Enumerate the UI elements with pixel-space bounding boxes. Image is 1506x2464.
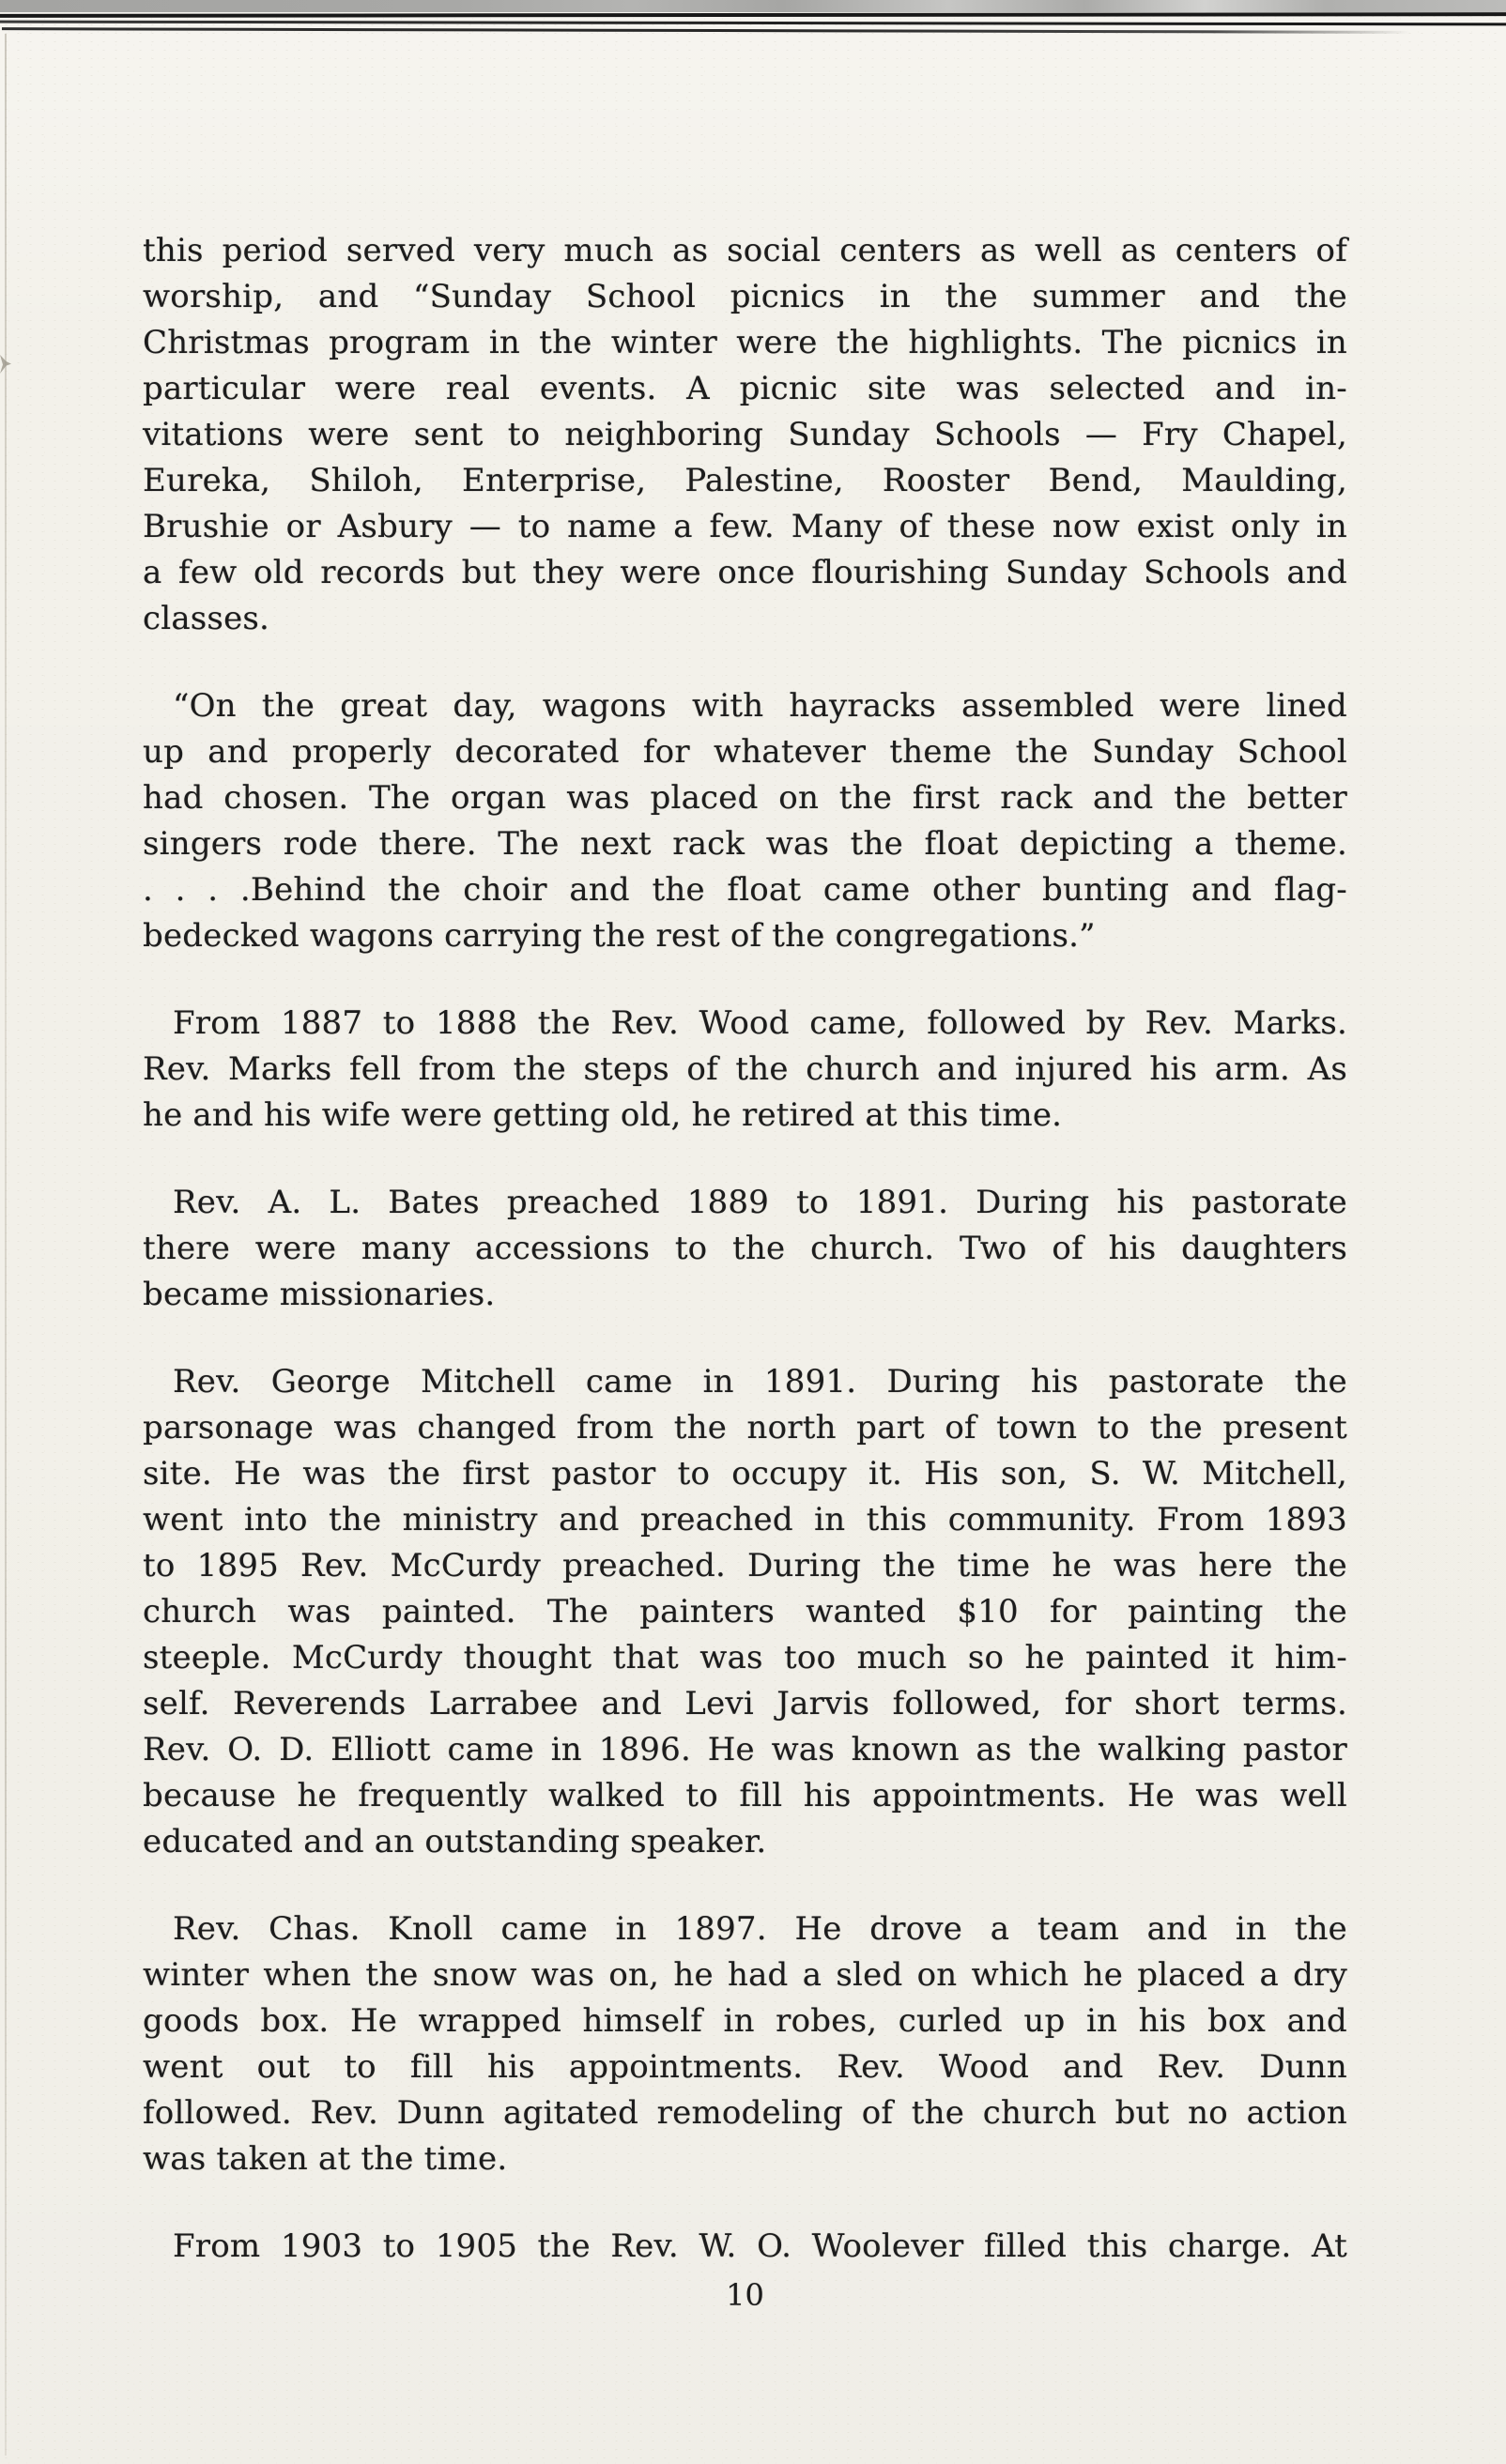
text-line: because he frequently walked to fill his appointments. He was well — [143, 1777, 1347, 1814]
text-line: particular were real events. A picnic site was selected and in- — [143, 370, 1347, 407]
text-line: From 1903 to 1905 the Rev. W. O. Woolever filled this charge. At — [173, 2227, 1347, 2265]
paragraph — [143, 1001, 1347, 1139]
text-line: Rev. O. D. Elliott came in 1896. He was known as the walking pastor — [143, 1731, 1347, 1768]
text-line: Rev. Chas. Knoll came in 1897. He drove a team and in the — [173, 1910, 1347, 1948]
text-line: “On the great day, wagons with hayracks assembled were lined — [173, 687, 1347, 725]
text-line: this period served very much as social centers as well as centers of — [143, 232, 1347, 269]
text-line: . . . .Behind the choir and the float came other bunting and flag- — [143, 871, 1347, 909]
text-line: he and his wife were getting old, he retired at this time. — [143, 1096, 1063, 1134]
page-left-crease — [5, 34, 7, 2456]
text-line: had chosen. The organ was placed on the first rack and the better — [143, 779, 1347, 817]
text-line: went into the ministry and preached in this community. From 1893 — [143, 1501, 1347, 1538]
text-line: a few old records but they were once flourishing Sunday Schools and — [143, 554, 1347, 591]
page-number: 10 — [726, 2277, 764, 2313]
text-line: went out to fill his appointments. Rev. Wood and Rev. Dunn — [143, 2048, 1347, 2086]
text-line: goods box. He wrapped himself in robes, curled up in his box and — [143, 2002, 1347, 2040]
text-line: church was painted. The painters wanted $10 for painting the — [143, 1593, 1347, 1630]
text-line: up and properly decorated for whatever theme the Sunday School — [143, 733, 1347, 771]
text-line: bedecked wagons carrying the rest of the congregations.” — [143, 917, 1096, 955]
text-line: classes. — [143, 600, 270, 637]
text-line: there were many accessions to the church. Two of his daughters — [143, 1230, 1347, 1267]
text-line: Rev. A. L. Bates preached 1889 to 1891. During his pastorate — [173, 1184, 1347, 1221]
paragraph — [143, 1906, 1347, 2182]
text-line: steeple. McCurdy thought that was too much so he painted it him- — [143, 1639, 1347, 1676]
text-line: to 1895 Rev. McCurdy preached. During the time he was here the — [143, 1547, 1347, 1584]
text-line: parsonage was changed from the north part of town to the present — [143, 1409, 1347, 1446]
text-line: became missionaries. — [143, 1276, 496, 1313]
text-line: Christmas program in the winter were the highlights. The picnics in — [143, 324, 1347, 361]
text-block — [143, 228, 1347, 2270]
paragraph — [143, 1180, 1347, 1318]
paragraph — [143, 2224, 1347, 2270]
text-line: followed. Rev. Dunn agitated remodeling of the church but no action — [143, 2094, 1347, 2132]
text-line: was taken at the time. — [143, 2140, 508, 2178]
text-line: Rev. George Mitchell came in 1891. During his pastorate the — [173, 1363, 1347, 1400]
text-line: vitations were sent to neighboring Sunday Schools — Fry Chapel, — [143, 416, 1347, 453]
text-line: singers rode there. The next rack was the float depicting a theme. — [143, 825, 1347, 863]
text-line: educated and an outstanding speaker. — [143, 1823, 767, 1860]
text-line: Eureka, Shiloh, Enterprise, Palestine, Rooster Bend, Maulding, — [143, 462, 1347, 499]
text-line: self. Reverends Larrabee and Levi Jarvis followed, for short terms. — [143, 1685, 1347, 1722]
paragraph — [143, 228, 1347, 642]
text-line: site. He was the first pastor to occupy it. His son, S. W. Mitchell, — [143, 1455, 1347, 1492]
text-line: Rev. Marks fell from the steps of the church and injured his arm. As — [143, 1050, 1347, 1088]
text-line: From 1887 to 1888 the Rev. Wood came, followed by Rev. Marks. — [173, 1004, 1347, 1042]
text-line: Brushie or Asbury — to name a few. Many of these now exist only in — [143, 508, 1347, 545]
paragraph — [143, 1359, 1347, 1865]
paragraph — [143, 683, 1347, 959]
text-line: winter when the snow was on, he had a sled on which he placed a dry — [143, 1956, 1347, 1994]
text-line: worship, and “Sunday School picnics in the summer and the — [143, 278, 1347, 315]
